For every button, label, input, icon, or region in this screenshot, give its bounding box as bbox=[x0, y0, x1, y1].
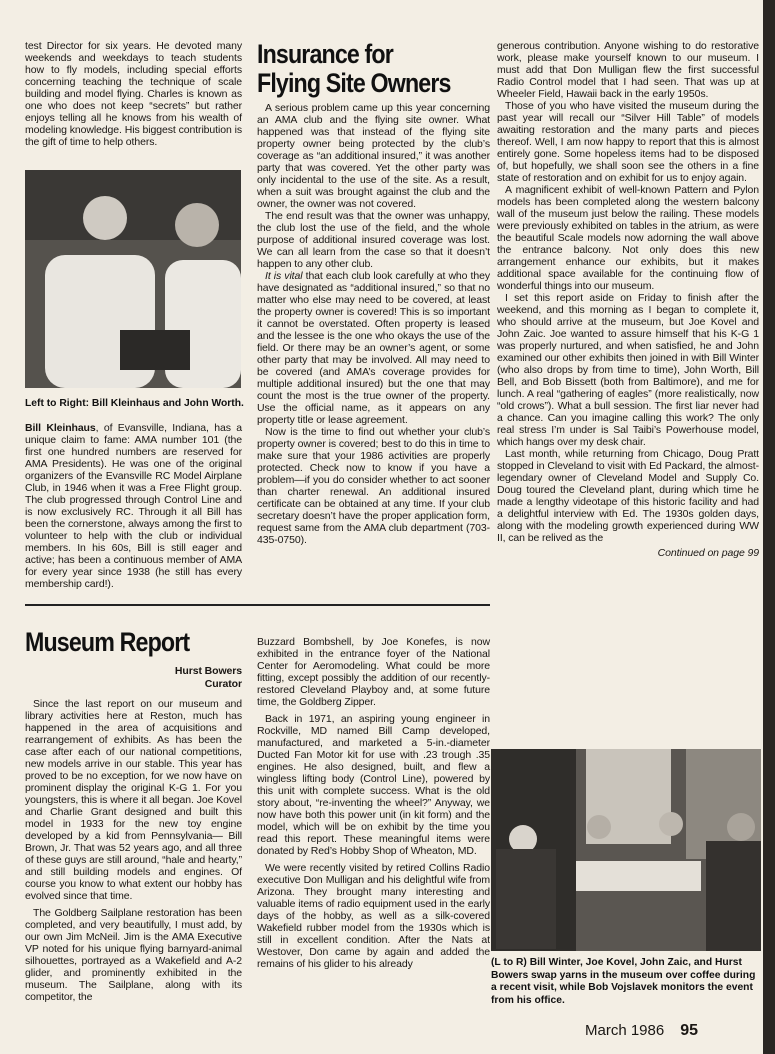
article-paragraph: generous contribution. Anyone wishing to do restorative work, please make yourself known to our museum. I must add that Don Mulligan flew the first successful Radio Control model that I had seen. That was up at Wheeler Field, Hawaii back in the early 1950s. bbox=[497, 40, 759, 100]
photo-museum-coffee bbox=[491, 749, 761, 951]
byline-author: Hurst Bowers bbox=[174, 665, 242, 677]
article-paragraph: We were recently visited by retired Collins Radio executive Don Mulligan and his delightful wife from Arizona. They brought many interesting and valuable items of radio equipment used in the early days of the hobby, as well as a silk-covered Wakefield rubber model from the 1930s which is still in excellent condition. After the Nats at Westover, Don came by again and added the remains of his glider to his already bbox=[257, 862, 490, 970]
byline-role: Curator bbox=[204, 678, 242, 690]
article-paragraph: I set this report aside on Friday to finish after the weekend, and this morning as I began to complete it, who should arrive at the museum, but Joe Kovel and John Zaic. Joe wanted to assure himself that his K-G 1 was properly nurtured, and when satisfied, he and John examined our other exhibits then joined in with Bill Winter (who also drops by from time to time), John Worth, Bill Bell, and Bob Bissett (both from Baltimore), and me for lunch. A real “gathering of eagles” (more realistically, now “old crows”). What a bull session. The first liar never had a chance. Can you imagine calling this work? The only real stress I’m under is Sal Taibi’s Powerhouse model, which hangs over my desk chair. bbox=[497, 292, 759, 448]
photo-image bbox=[25, 170, 241, 388]
page-number: 95 bbox=[680, 1022, 699, 1039]
article-paragraph: A magnificent exhibit of well-known Pattern and Pylon models has been completed along the western balcony wall of the museum just below the railing. These models were previously exhibited on tables in the atrium, as were the beautiful Scale models now adorning the wall above the entrance balcony. Not only does this new arrangement enhance our exhibits, but it makes additional space available for the continuing flow of wonderful things into our museum. bbox=[497, 184, 759, 292]
article-paragraph: Back in 1971, an aspiring young engineer in Rockville, MD named Bill Camp developed, manufactured, and marketed a 5-in.-diameter Ducted Fan Motor kit for use with .23 trough .35 engines. He also designed, built, and flew a wingless lifting body (Control Line), powered by this unit with complete success. What is the old story about, “re-inventing the wheel?” Anyway, we now have both this power unit (in kit form) and the model, which will be on exhibit by the time you read this report. These meaningful items were donated by Red’s Hobby Shop of Wheaton, MD. bbox=[257, 713, 490, 857]
left-column-bio bbox=[25, 422, 242, 590]
photo-kleinhaus-worth bbox=[25, 170, 241, 388]
bio-name: Bill Kleinhaus bbox=[25, 422, 96, 434]
article-paragraph: Now is the time to find out whether your club’s property owner is covered; best to do this in time to make sure that your 1986 activities are properly protected. Check now to know if you have a problem—if you do consider whether to act sooner than charter renewal. An additional insured certificate can be obtained at any time. If your club secretary doesn’t have the proper application form, request same from the AMA club department (703-435-0750). bbox=[257, 426, 490, 546]
insurance-title-line1: Insurance for bbox=[257, 39, 393, 69]
photo-caption: Left to Right: Bill Kleinhaus and John Worth. bbox=[25, 398, 244, 409]
article-paragraph: test Director for six years. He devoted many weekends and weekdays to teach students how to fly models, including special efforts concerning teaching the technique of scale building and model flying. Charles is known as one who does not keep “secrets” but rather enjoys telling all he knows from his wealth of modeling knowledge. His biggest contribution is the gift of time to help others. bbox=[25, 40, 242, 148]
museum-title: Museum Report bbox=[25, 627, 190, 657]
page-footer bbox=[585, 1022, 698, 1040]
section-divider bbox=[25, 604, 490, 606]
insurance-title-line2: Flying Site Owners bbox=[257, 68, 451, 98]
article-paragraph: Buzzard Bombshell, by Joe Konefes, is now exhibited in the entrance foyer of the National Center for Aeromodeling. What could be more fitting, except possibly the addition of our recently-restored Cleveland Playboy and, at some future time, the Goldberg Zipper. bbox=[257, 636, 490, 708]
museum-column-3 bbox=[497, 40, 759, 559]
left-column-top bbox=[25, 40, 242, 148]
insurance-article bbox=[257, 40, 490, 546]
museum-column-2 bbox=[257, 636, 490, 970]
article-paragraph: The Goldberg Sailplane restoration has been completed, and very beautifully, I must add, by our own Jim McNeil. Jim is the AMA Executive VP noted for his unique flying barnyard-animal silhouettes, portrayed as a Wakefield and A-2 glider, and prominently exhibited in the museum. The Sailplane, along with its competitor, the bbox=[25, 907, 242, 1003]
photo-caption: (L to R) Bill Winter, Joe Kovel, John Zaic, and Hurst Bowers swap yarns in the museum over coffee during a recent visit, while Bob Vojslavek monitors the event from his office. bbox=[491, 957, 756, 1006]
article-paragraph: Those of you who have visited the museum during the past year will recall our “Silver Hill Table” of models awaiting restoration and the many parts and pieces thereof. Well, I am now happy to report that this is almost entirely gone. Some hopeless items had to be disposed of, but hopefully, we shall soon see the others in a fine state of restoration and on exhibit for us to enjoy again. bbox=[497, 100, 759, 184]
article-paragraph: Since the last report on our museum and library activities here at Reston, much has happened in the area of acquisitions and rearrangement of exhibits. As has been the case after each of our national competitions, new models arrive in our stable. This year has proved to be no exception, for we now have on prominent display the original K-G 1. For you youngsters, this is where it all began. Joe Kovel and Charlie Grant designed and built this model in 1933 for the new toy engine developed by a kid from Pennsylvania— Bill Brown, Jr. That was 52 years ago, and all three of these guys are still around, “hale and hearty,” and still building models and engines. Of course you know to what extent our hobby has evolved since that time. bbox=[25, 698, 242, 902]
museum-column-1 bbox=[25, 628, 242, 1003]
continued-link: Continued on page 99 bbox=[657, 547, 759, 559]
vital-lead: It is vital bbox=[265, 270, 303, 282]
photo-image bbox=[491, 749, 761, 951]
bio-text: , of Evansville, Indiana, has a unique claim to fame: AMA number 101 (the first one hundred numbers are reserved for AMA Presidents). He was one of the original organizers of the Evansville RC Model Airplane Club, in 1946 when it was a Free Flight group. The club progressed through Control Line and is now exclusively RC. Through it all Bill has been the cornerstone, always among the first to volunteer to help with the club or individual members. In his 60s, Bill is still eager and active; has been a continuous member of AMA for every year since 1938 (he still has every membership card!). bbox=[25, 422, 243, 590]
vital-text: that each club look carefully at who they have designated as “additional insured,” so that no matter who else may need to be covered, at least the property owner is covered! This is so important it cannot be overstated. Often property is leased and the lessee is the one who okays the use of the field. Or there may be an owner’s agent, or some other party that may be involved. All may need to be covered (and AMA’s coverage provides for multiple additional insured) but the one that may count the most is the true owner of the property. Use the official name, as it appears on any property title or lease agreement. bbox=[257, 270, 490, 426]
article-paragraph: Last month, while returning from Chicago, Doug Pratt stopped in Cleveland to visit with Ed Packard, the almost-legendary owner of Cleveland Model and Supply Co. Doug toured the Cleveland plant, during which time he made a lengthy videotape of this historic facility and had a delightful interview with Ed. The 1930s golden days, along with the modeling growth experienced during WW II, can be relived as the bbox=[497, 448, 759, 544]
article-paragraph: The end result was that the owner was unhappy, the club lost the use of the field, and the whole purpose of additional insured coverage was lost. We can all learn from the case so that it doesn’t happen to any other club. bbox=[257, 210, 490, 270]
issue-date: March 1986 bbox=[585, 1022, 665, 1039]
page-edge bbox=[763, 0, 775, 1054]
article-paragraph: A serious problem came up this year concerning an AMA club and the flying site owner. What happened was that instead of the flying site property owner being protected by the club’s coverage as “an additional insured,” it was another party that was covered. Yet the other party was only incidental to the use of the site. As a result, when a suit was brought against the club and the owner, the owner was not covered. bbox=[257, 102, 490, 210]
